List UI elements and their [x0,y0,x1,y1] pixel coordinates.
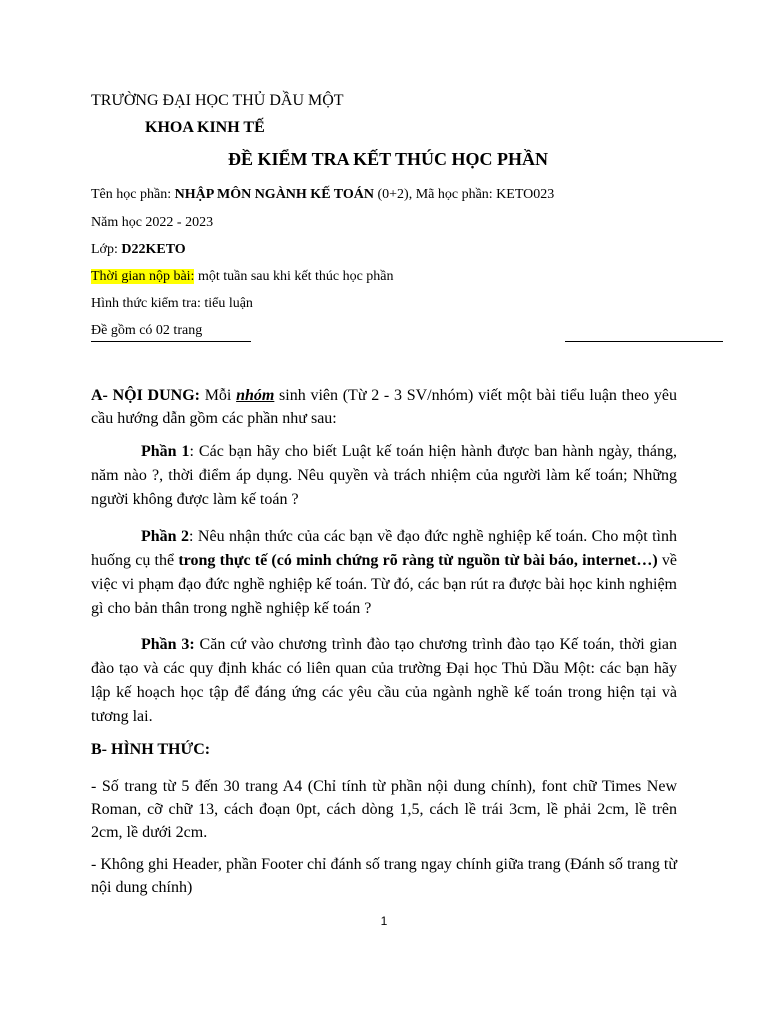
header-rule-right [565,341,723,342]
class-value: D22KETO [121,242,186,257]
section-b-heading: B- HÌNH THỨC: [91,741,211,758]
part-1-text: : Các bạn hãy cho biết Luật kế toán hiện hành được ban hành ngày, tháng, năm nào ?, thời điểm áp dụng. Nêu quyền và trách nhiệm của người làm kế toán; Những người không được làm kế toán ? [91,443,678,508]
part-1-label: Phần 1 [141,443,190,460]
faculty-name: KHOA KINH TẾ [145,119,265,136]
page-count: Đề gồm có 02 trang [91,323,203,338]
part-2-text-2: về việc vi phạm đạo đức nghề nghiệp kế toán. Từ đó, các bạn rút ra được bài học kinh nghiệm gì cho bản thân trong nghề nghiệp kế toán ? [91,552,678,617]
page-number: 1 [380,914,388,928]
section-a-heading: A- NỘI DUNG: [91,387,200,404]
intro-text-2: sinh viên (Từ 2 - 3 SV/nhóm) viết một bài tiểu luận theo yêu cầu hướng dẫn gồm các phần như sau: [91,387,678,427]
part-1 [91,440,677,512]
exam-title: ĐỀ KIỂM TRA KẾT THÚC HỌC PHẦN [227,149,549,169]
course-name: NHẬP MÔN NGÀNH KẾ TOÁN [174,187,374,202]
exam-form: Hình thức kiểm tra: tiểu luận [91,296,253,311]
section-b-item-2: - Không ghi Header, phần Footer chỉ đánh số trang ngay chính giữa trang (Đánh số trang từ nội dung chính) [91,856,677,896]
part-3 [91,633,677,729]
part-3-label: Phần 3: [141,636,195,653]
part-2-label: Phần 2 [141,528,190,545]
class-line [91,242,186,258]
deadline-value: một tuần sau khi kết thúc học phần [194,269,394,284]
course-credits: (0+2), Mã học phần: KETO023 [373,187,555,202]
part-3-text: Căn cứ vào chương trình đào tạo chương trình đào tạo Kế toán, thời gian đào tạo và các quy định khác có liên quan của trường Đại học Thủ Dầu Một: các bạn hãy lập kế hoạch học tập để đáng ứng các yêu cầu của ngành nghề kế toán trong hiện tại và tương lai. [91,636,678,725]
section-b-item-1: - Số trang từ 5 đến 30 trang A4 (Chỉ tính từ phần nội dung chính), font chữ Times New Roman, cỡ chữ 13, cách đoạn 0pt, cách dòng 1,5, cách lề trái 3cm, lề phải 2cm, lề trên 2cm, lề dưới 2cm. [91,778,677,841]
intro-emphasis: nhóm [236,387,275,404]
course-line [91,187,554,203]
deadline-label: Thời gian nộp bài: [91,269,195,284]
course-label: Tên học phần: [91,187,175,202]
section-a-intro [91,384,677,430]
intro-text-1: Mỗi [199,387,237,404]
part-2 [91,525,677,621]
class-label: Lớp: [91,242,122,257]
header-rule-left [91,341,251,342]
university-name: TRƯỜNG ĐẠI HỌC THỦ DẦU MỘT [91,92,344,109]
part-2-bold: trong thực tế (có minh chứng rõ ràng từ nguồn từ bài báo, internet…) [178,552,658,569]
part-2-text-1: : Nêu nhận thức của các bạn về đạo đức nghề nghiệp kế toán. Cho một tình huống cụ thể [91,528,677,569]
academic-year: Năm học 2022 - 2023 [91,215,214,230]
deadline-line [91,269,394,285]
